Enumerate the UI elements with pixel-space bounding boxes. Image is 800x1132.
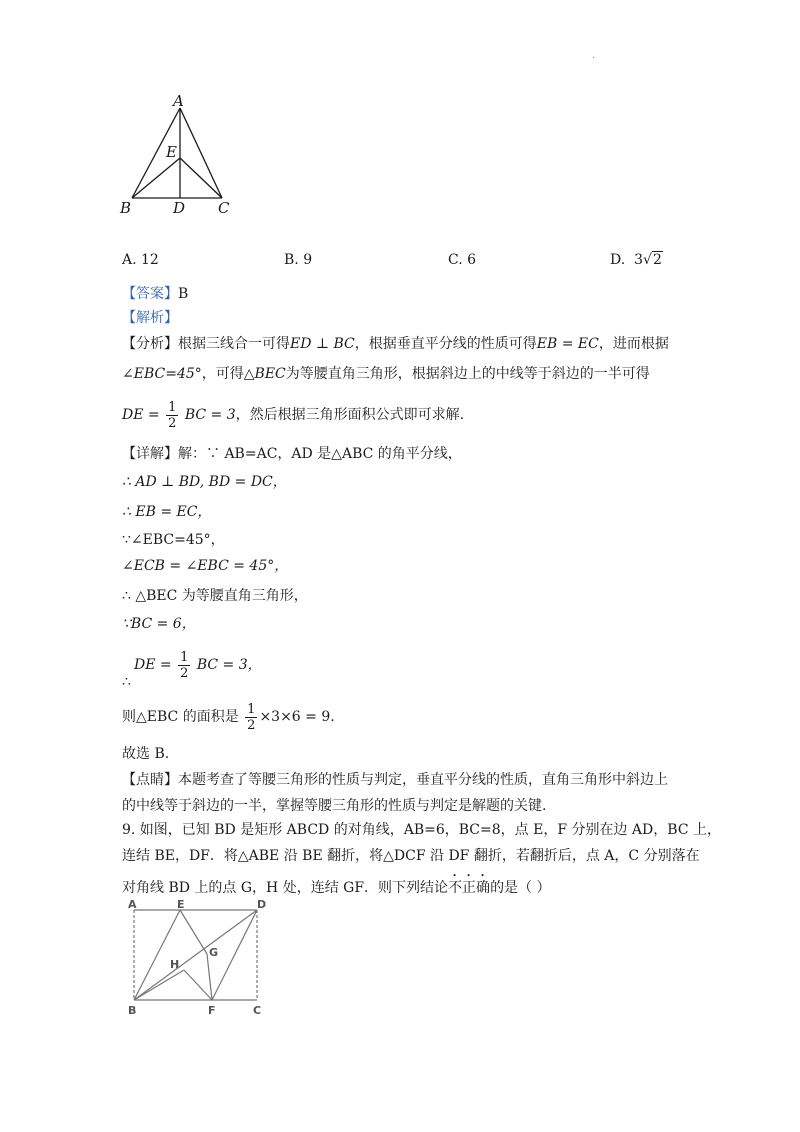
therefore-symbol: ∴	[122, 674, 131, 690]
q9-line-3	[122, 872, 551, 898]
option-d-coefficient: 3	[634, 252, 644, 268]
label-b: B	[120, 199, 132, 217]
q9-text-3a: 对角线 BD 上的点 G，H 处，连结 GF．则下列结论	[122, 880, 449, 896]
analysis-heading	[122, 308, 178, 328]
detail-tag: 【详解】	[122, 446, 178, 462]
triangle-figure	[110, 90, 250, 220]
rect-label-g: G	[209, 946, 219, 959]
segment-ce	[180, 158, 222, 198]
analysis-tag: 【解析】	[122, 310, 178, 326]
math-eb-eq-ec: EB = EC	[536, 336, 599, 352]
rect-label-a: A	[128, 898, 137, 911]
fraction-denominator-3: 2	[247, 717, 256, 733]
rect-label-d: D	[257, 898, 267, 911]
comment-line-2: 的中线等于斜边的一半，掌握等腰三角形的性质与判定是解题的关键.	[122, 798, 547, 814]
rect-label-b: B	[128, 1004, 137, 1017]
fraction-numerator-2: 1	[180, 649, 189, 665]
fenxi-text-1c: ，进而根据	[598, 336, 669, 352]
detail-line-10: 故选 B.	[122, 746, 170, 762]
label-d: D	[173, 199, 186, 217]
label-c: C	[218, 199, 230, 217]
option-d-prefix: D.	[610, 252, 626, 268]
q9-line-1: 9. 如图，已知 BD 是矩形 ABCD 的对角线，AB=6，BC=8，点 E，F 分别在边 AD，BC 上，	[122, 822, 721, 838]
detail-line-7: ∵BC = 6，	[122, 616, 196, 632]
math-angle-ebc: ∠EBC=45°	[122, 366, 202, 382]
fraction-denominator-2: 2	[180, 665, 189, 681]
math-de-eq-2: DE =	[134, 657, 172, 673]
q9-emphasis: 不正确	[448, 880, 491, 896]
fraction-denominator: 2	[168, 415, 177, 431]
detail-text-1: 解：∵ AB=AC，AD 是△ABC 的角平分线，	[178, 446, 462, 462]
math-area-calc: ×3×6 = 9	[259, 709, 331, 725]
rect-label-h: H	[170, 958, 180, 971]
analysis-line-3	[122, 398, 464, 432]
fenxi-text-3b: ，然后根据三角形面积公式即可求解.	[235, 407, 465, 423]
answer-options	[122, 252, 682, 274]
comment-text-1: 本题考查了等腰三角形的性质与判定，垂直平分线的性质，直角三角形中斜边上	[178, 772, 668, 788]
math-bc-eq-3-2: BC = 3，	[196, 657, 262, 673]
answer-tag: 【答案】	[122, 286, 178, 302]
label-a: A	[173, 92, 184, 110]
answer-value: B	[178, 286, 189, 302]
option-c: C. 6	[448, 252, 477, 268]
fenxi-text-1a: 根据三线合一可得	[178, 336, 290, 352]
segment-gf	[207, 954, 212, 1000]
answer-line	[122, 284, 188, 304]
analysis-line-2	[122, 364, 650, 384]
fraction-half-2	[178, 650, 190, 681]
detail-line-5: ∠ECB = ∠EBC = 45°，	[122, 558, 289, 574]
rect-label-f: F	[208, 1004, 216, 1017]
segment-df-rect	[212, 910, 257, 1000]
detail-line-6: ∴ △BEC 为等腰直角三角形，	[122, 588, 308, 604]
fraction-numerator-3: 1	[247, 701, 256, 717]
detail-line-4: ∵∠EBC=45°，	[122, 532, 225, 548]
segment-bd-diagonal	[134, 910, 257, 1000]
segment-hf	[184, 970, 212, 1000]
rect-label-e: E	[177, 898, 185, 911]
fenxi-text-2a: ，可得	[201, 366, 244, 382]
option-d-radicand: 2	[652, 252, 662, 268]
math-ed-perp-bc: ED ⊥ BC	[290, 336, 355, 352]
fraction-half	[166, 400, 178, 431]
math-de-eq: DE =	[122, 407, 160, 423]
segment-ac	[180, 108, 222, 198]
rect-label-c: C	[253, 1004, 262, 1017]
sqrt-sign-icon: √	[643, 252, 652, 268]
detail-line-8	[134, 648, 262, 682]
segment-eg	[180, 910, 207, 954]
segment-be	[132, 158, 180, 198]
detail-line-2: ∴ AD ⊥ BD, BD = DC，	[122, 474, 287, 490]
option-b: B. 9	[284, 252, 313, 268]
detail-line-9	[122, 700, 335, 734]
math-triangle-bec: △BEC	[243, 366, 286, 382]
fraction-half-3	[245, 702, 257, 733]
detail-line-3: ∴ EB = EC，	[122, 504, 212, 520]
rectangle-figure	[122, 896, 267, 1021]
q9-line-2: 连结 BE，DF．将△ABE 沿 BE 翻折，将△DCF 沿 DF 翻折，若翻折后，点 A，C 分别落在	[122, 848, 700, 864]
fraction-numerator: 1	[168, 399, 177, 415]
fenxi-text-2b: 为等腰直角三角形，根据斜边上的中线等于斜边的一半可得	[285, 366, 650, 382]
detail-line-1	[122, 444, 462, 464]
comment-tag: 【点睛】	[122, 772, 178, 788]
detail-text-9a: 则△EBC 的面积是	[122, 709, 239, 725]
q9-text-3b: 的是（ ）	[490, 880, 551, 896]
corner-dot: .	[592, 50, 596, 61]
comment-line-1	[122, 770, 668, 790]
fenxi-text-1b: ，根据垂直平分线的性质可得	[354, 336, 537, 352]
analysis-line-1	[122, 334, 669, 354]
math-bc-eq-3: BC = 3	[184, 407, 236, 423]
option-a: A. 12	[122, 252, 159, 268]
fenxi-tag: 【分析】	[122, 336, 178, 352]
option-d	[610, 252, 663, 268]
label-e: E	[166, 143, 177, 161]
detail-text-9c: .	[330, 709, 335, 725]
